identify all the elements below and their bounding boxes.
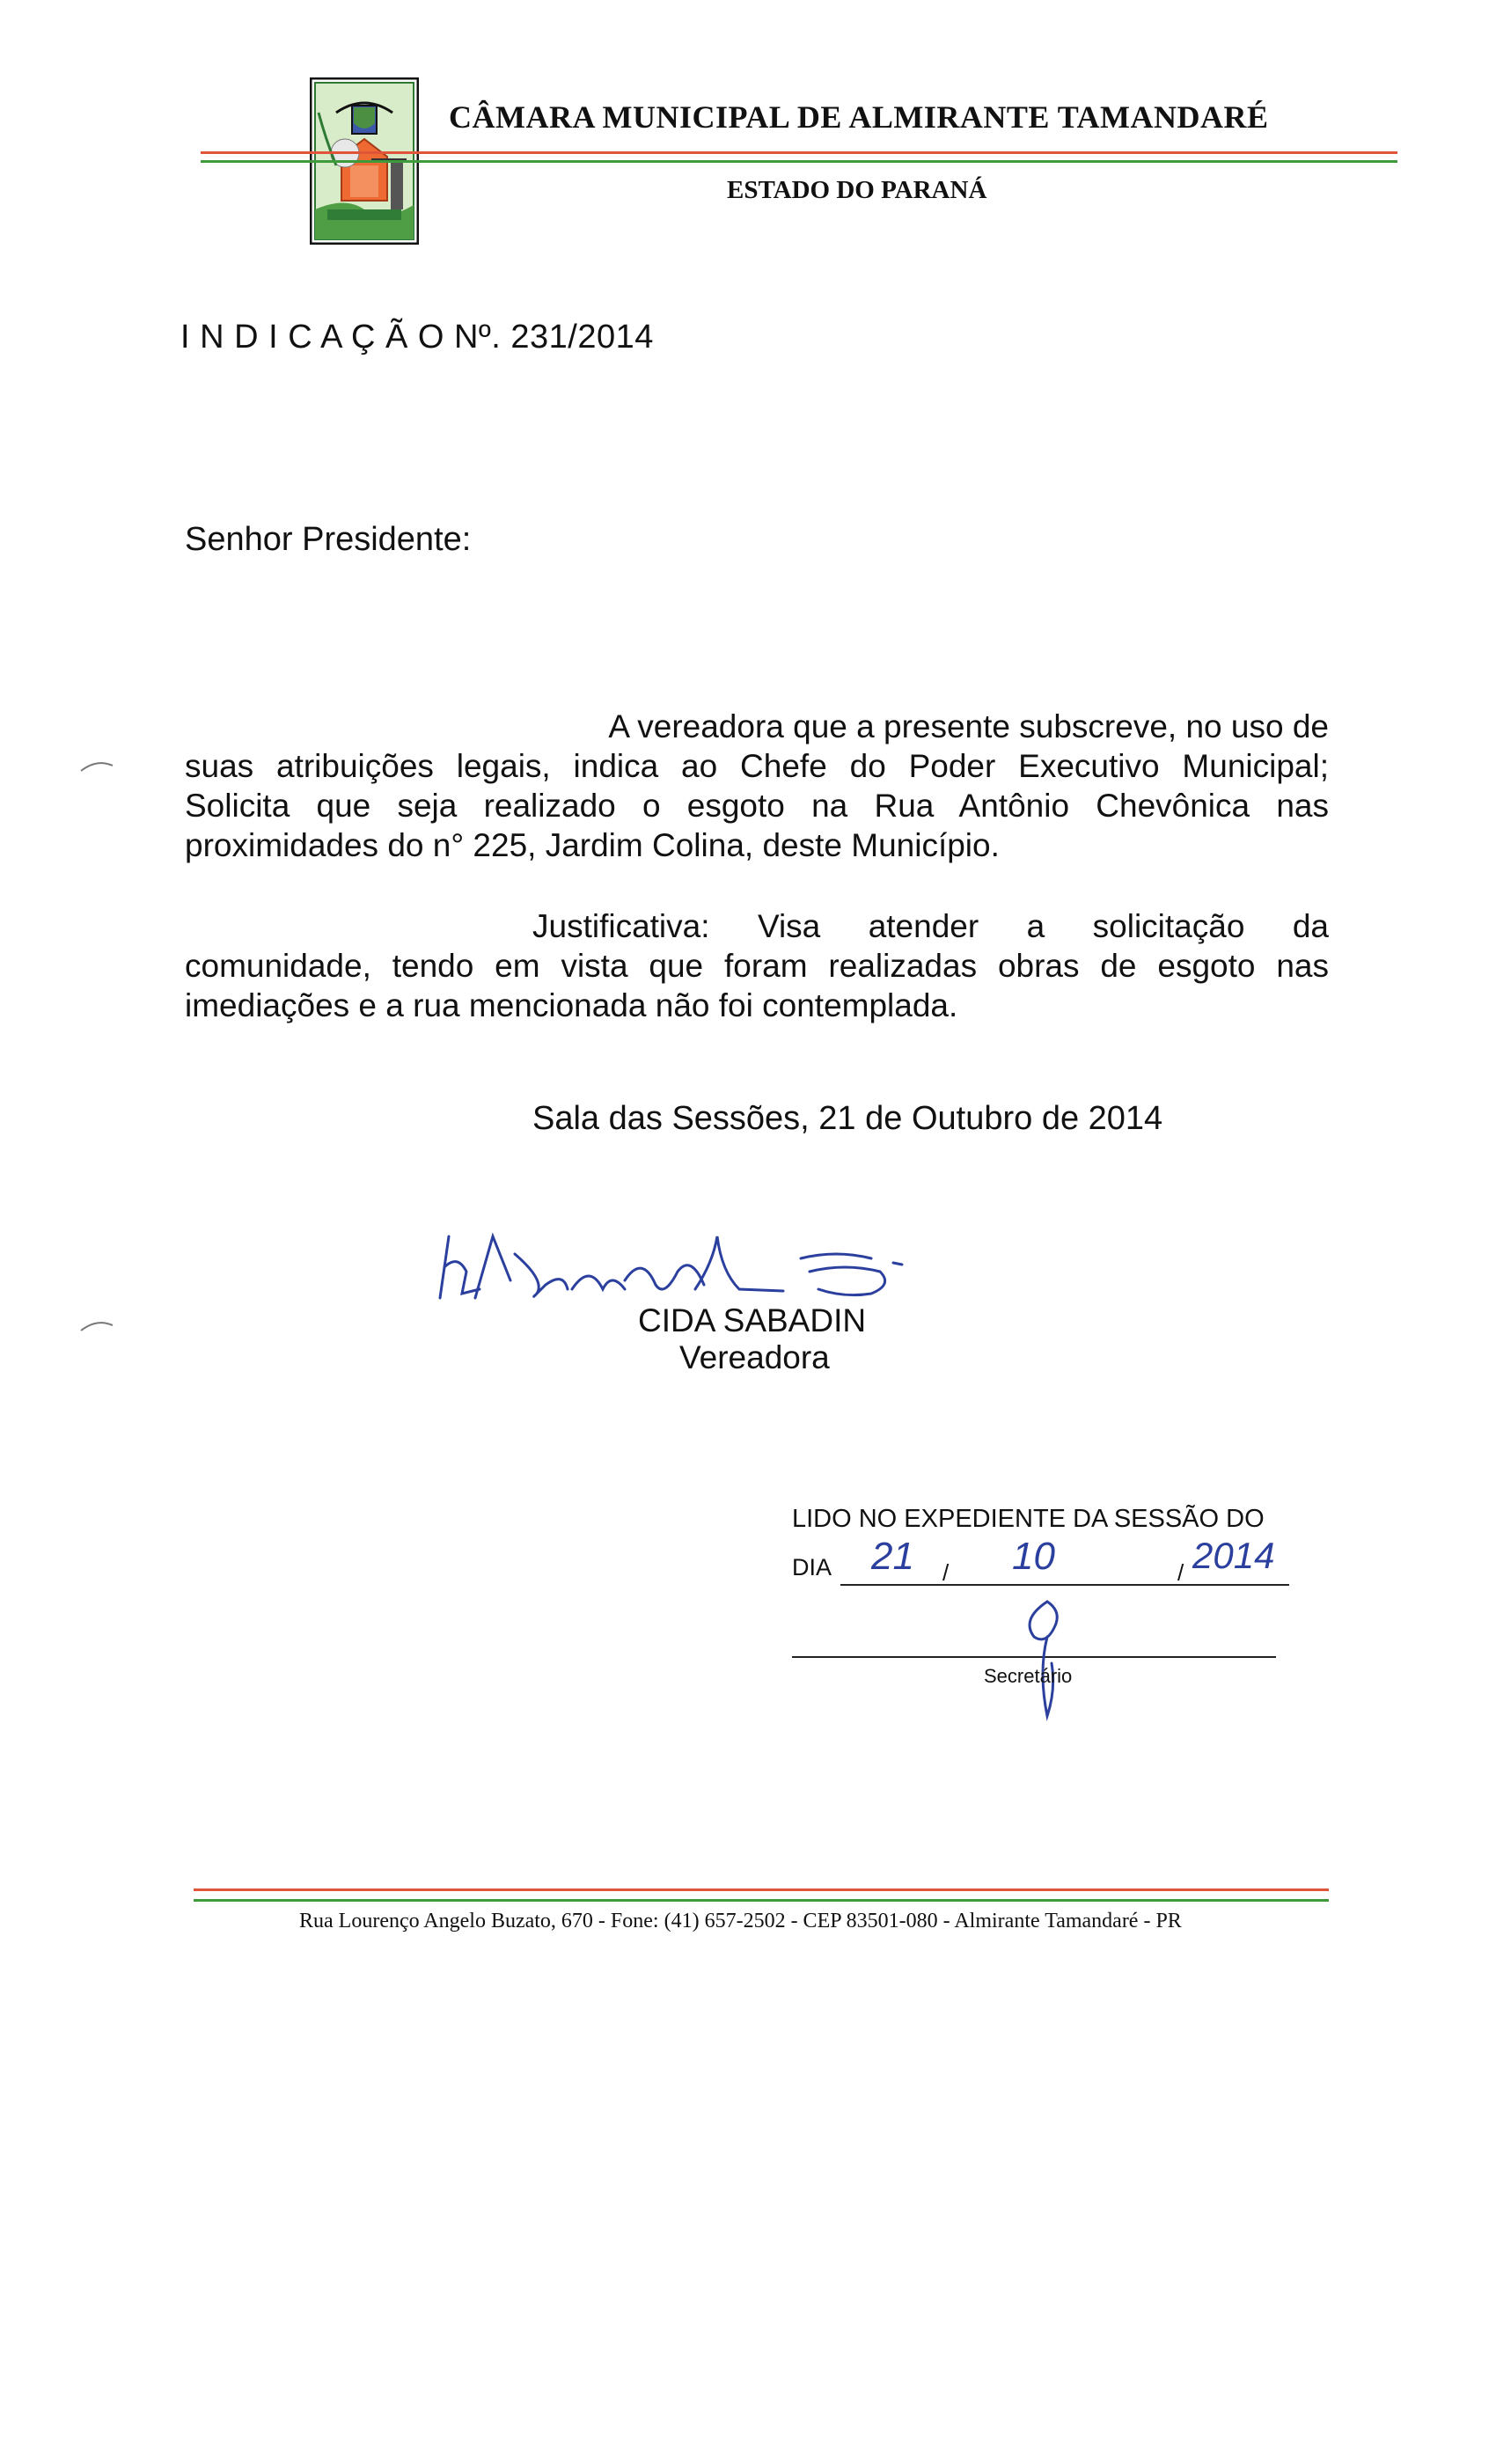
justification-line: imediações e a rua mencionada não foi contemplada.: [185, 987, 958, 1023]
justification-paragraph: [185, 906, 1329, 1025]
stamp-separator: /: [942, 1559, 950, 1586]
secretary-initials: [1012, 1584, 1082, 1725]
state-subtitle: ESTADO DO PARANÁ: [727, 176, 987, 204]
footer-address: Rua Lourenço Angelo Buzato, 670 - Fone: (41) 657-2502 - CEP 83501-080 - Almirante Tamandaré - PR: [299, 1910, 1182, 1932]
stamp-date-label: DIA: [792, 1554, 832, 1580]
place-and-date: Sala das Sessões, 21 de Outubro de 2014: [532, 1100, 1163, 1137]
justification-line: Justificativa: Visa atender a solicitação da: [532, 908, 1329, 944]
stamp-heading: LIDO NO EXPEDIENTE DA SESSÃO DO: [792, 1505, 1265, 1533]
stamp-separator: /: [1177, 1559, 1184, 1586]
handwritten-signature: [414, 1219, 959, 1307]
body-line: Solicita que seja realizado o esgoto na Rua Antônio Chevônica nas: [185, 788, 1329, 824]
secretary-label: Secretário: [984, 1665, 1073, 1687]
header-rule-green: [201, 160, 1397, 163]
salutation: Senhor Presidente:: [185, 521, 472, 558]
stamp-month: 10: [1012, 1535, 1055, 1578]
footer-rule-red: [194, 1888, 1329, 1891]
scan-mark: [79, 757, 114, 774]
justification-line: comunidade, tendo em vista que foram realizadas obras de esgoto nas: [185, 948, 1329, 984]
stamp-day: 21: [871, 1535, 914, 1578]
stamp-year: 2014: [1192, 1535, 1275, 1576]
body-paragraph: [185, 707, 1329, 865]
chamber-title: CÂMARA MUNICIPAL DE ALMIRANTE TAMANDARÉ: [449, 99, 1269, 135]
header-rule-red: [201, 151, 1397, 154]
body-line: suas atribuições legais, indica ao Chefe do Poder Executivo Municipal;: [185, 748, 1329, 784]
indication-number: I N D I C A Ç Ã O Nº. 231/2014: [180, 319, 654, 356]
signer-name: CIDA SABADIN: [638, 1302, 867, 1338]
signer-role: Vereadora: [679, 1339, 830, 1375]
footer-rule-green: [194, 1899, 1329, 1902]
scan-mark: [79, 1316, 114, 1334]
body-line: proximidades do n° 225, Jardim Colina, deste Município.: [185, 827, 1000, 863]
body-line: A vereadora que a presente subscreve, no uso de: [608, 708, 1329, 744]
